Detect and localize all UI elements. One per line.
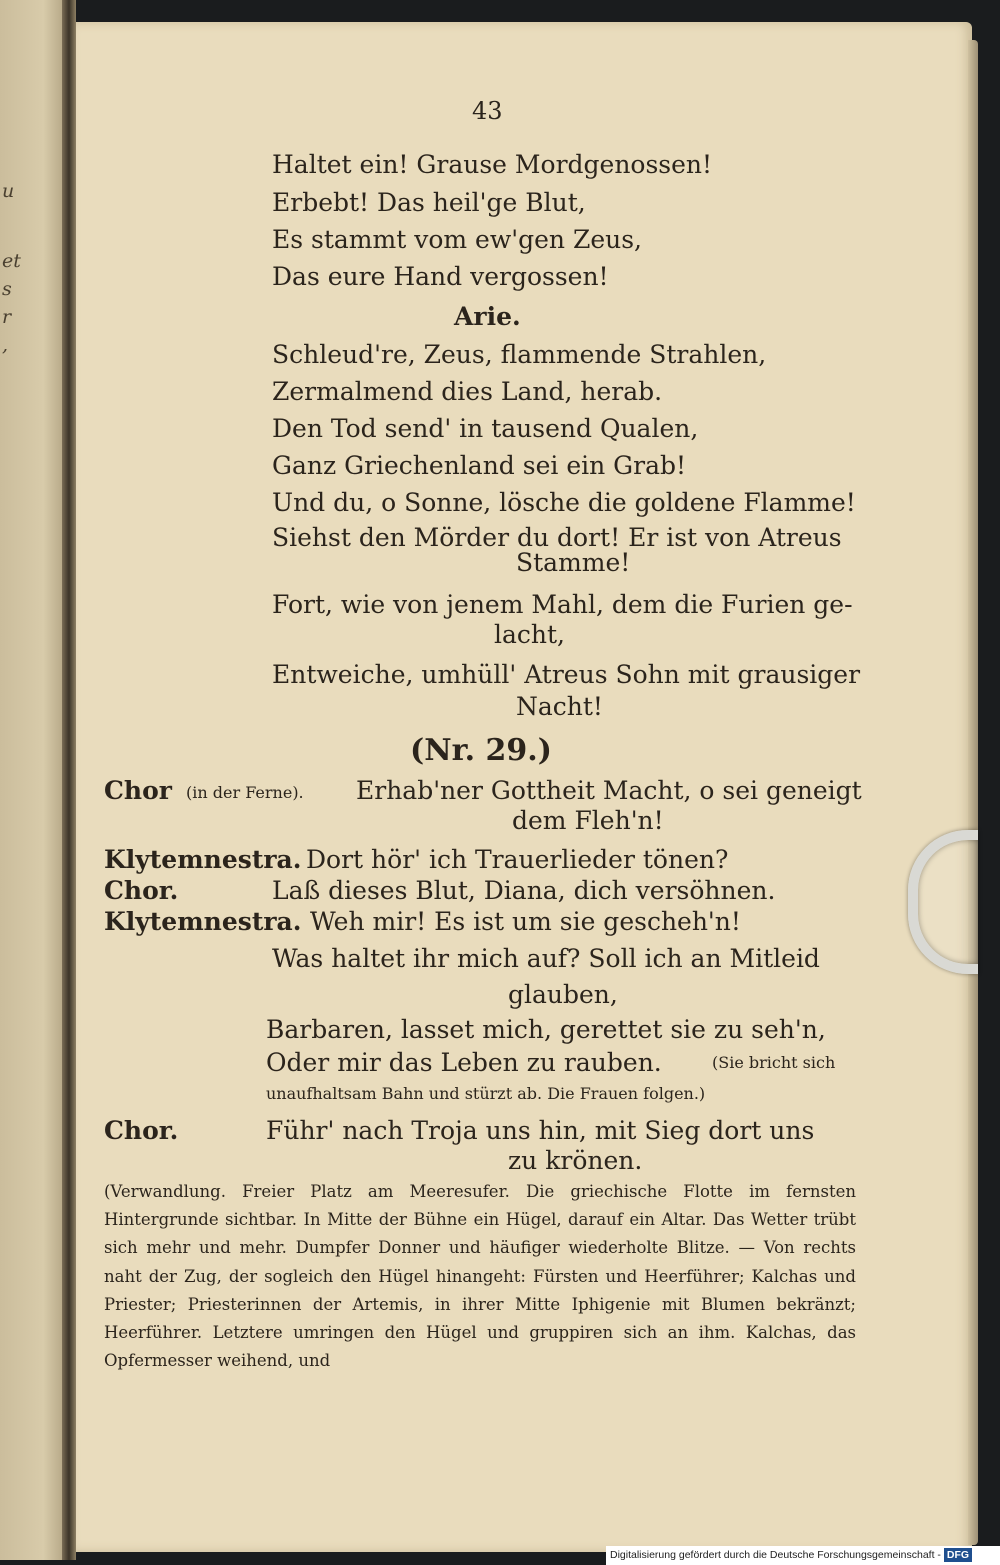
verse-line: Es stammt vom ew'gen Zeus, — [272, 225, 642, 254]
aria-line: Ganz Griechenland sei ein Grab! — [272, 451, 687, 480]
dialogue-line: zu krönen. — [508, 1146, 643, 1175]
aria-line: lacht, — [494, 620, 565, 649]
footer-text: Digitalisierung gefördert durch die Deutsche Forschungsgemeinschaft - — [610, 1549, 941, 1561]
stage-direction-inline: (in der Ferne). — [186, 783, 304, 802]
aria-line: Und du, o Sonne, lösche die goldene Flamme! — [272, 488, 856, 517]
dialogue-line: Barbaren, lasset mich, gerettet sie zu seh'n, — [266, 1015, 826, 1044]
left-page-fragment: et — [2, 250, 21, 272]
speaker-name: Chor. — [104, 876, 179, 905]
dialogue-line: dem Fleh'n! — [512, 806, 664, 835]
stage-direction-inline: unaufhaltsam Bahn und stürzt ab. Die Frauen folgen.) — [266, 1084, 706, 1103]
dfg-logo: DFG — [944, 1548, 972, 1562]
dialogue-line: Was haltet ihr mich auf? Soll ich an Mitleid — [272, 944, 820, 973]
aria-line: Fort, wie von jenem Mahl, dem die Furien ge- — [272, 590, 853, 619]
digitization-footer — [606, 1546, 1000, 1565]
verse-line: Das eure Hand vergossen! — [272, 262, 609, 291]
speaker-name: Klytemnestra. — [104, 907, 302, 936]
number-heading: (Nr. 29.) — [410, 733, 552, 768]
stage-direction-paragraph: (Verwandlung. Freier Platz am Meeresufer. Die griechische Flotte im fernsten Hintergrunde sichtbar. In Mitte der Bühne ein Hügel, darauf ein Altar. Das Wetter trübt sich mehr und mehr. Dumpfer Donner und häufiger wiederholte Blitze. — Von rechts naht der Zug, der sogleich den Hügel hinangeht: Fürsten und Heerführer; Kalchas und Priester; Priesterinnen der Artemis, in ihrer Mitte Iphigenie mit Blumen bekränzt; Heerführer. Letztere umringen den Hügel und gruppiren sich an ihm. Kalchas, das Opfermesser weihend, und — [104, 1182, 856, 1371]
page-number: 43 — [472, 97, 503, 125]
aria-line: Schleud're, Zeus, flammende Strahlen, — [272, 340, 767, 369]
left-page-fragment: , — [2, 334, 9, 356]
left-page-fragment: r — [2, 306, 12, 328]
aria-heading: Arie. — [454, 302, 521, 331]
speaker-name: Chor. — [104, 1116, 179, 1145]
aria-line: Zermalmend dies Land, herab. — [272, 377, 663, 406]
aria-line: Siehst den Mörder du dort! Er ist von Atreus — [272, 523, 842, 552]
verse-line: Haltet ein! Grause Mordgenossen! — [272, 150, 713, 179]
dialogue-line: Erhab'ner Gottheit Macht, o sei geneigt — [356, 776, 862, 805]
aria-line: Entweiche, umhüll' Atreus Sohn mit grausiger — [272, 660, 861, 689]
dialogue-line: Dort hör' ich Trauerlieder tönen? — [306, 845, 729, 874]
verse-line: Erbebt! Das heil'ge Blut, — [272, 188, 586, 217]
dialogue-line: Oder mir das Leben zu rauben. — [266, 1048, 662, 1077]
speaker-name: Klytemnestra. — [104, 845, 302, 874]
left-page-fragment: s — [2, 278, 12, 300]
speaker-name: Chor — [104, 776, 172, 805]
aria-line: Nacht! — [516, 692, 603, 721]
dialogue-line: glauben, — [508, 980, 618, 1009]
dialogue-line: Führ' nach Troja uns hin, mit Sieg dort uns — [266, 1116, 815, 1145]
dialogue-line: Weh mir! Es ist um sie gescheh'n! — [310, 907, 741, 936]
stage-direction-inline: (Sie bricht sich — [712, 1053, 836, 1072]
aria-line: Den Tod send' in tausend Qualen, — [272, 414, 699, 443]
left-page-fragment: u — [2, 180, 15, 202]
dialogue-line: Laß dieses Blut, Diana, dich versöhnen. — [272, 876, 776, 905]
aria-line: Stamme! — [516, 548, 631, 577]
